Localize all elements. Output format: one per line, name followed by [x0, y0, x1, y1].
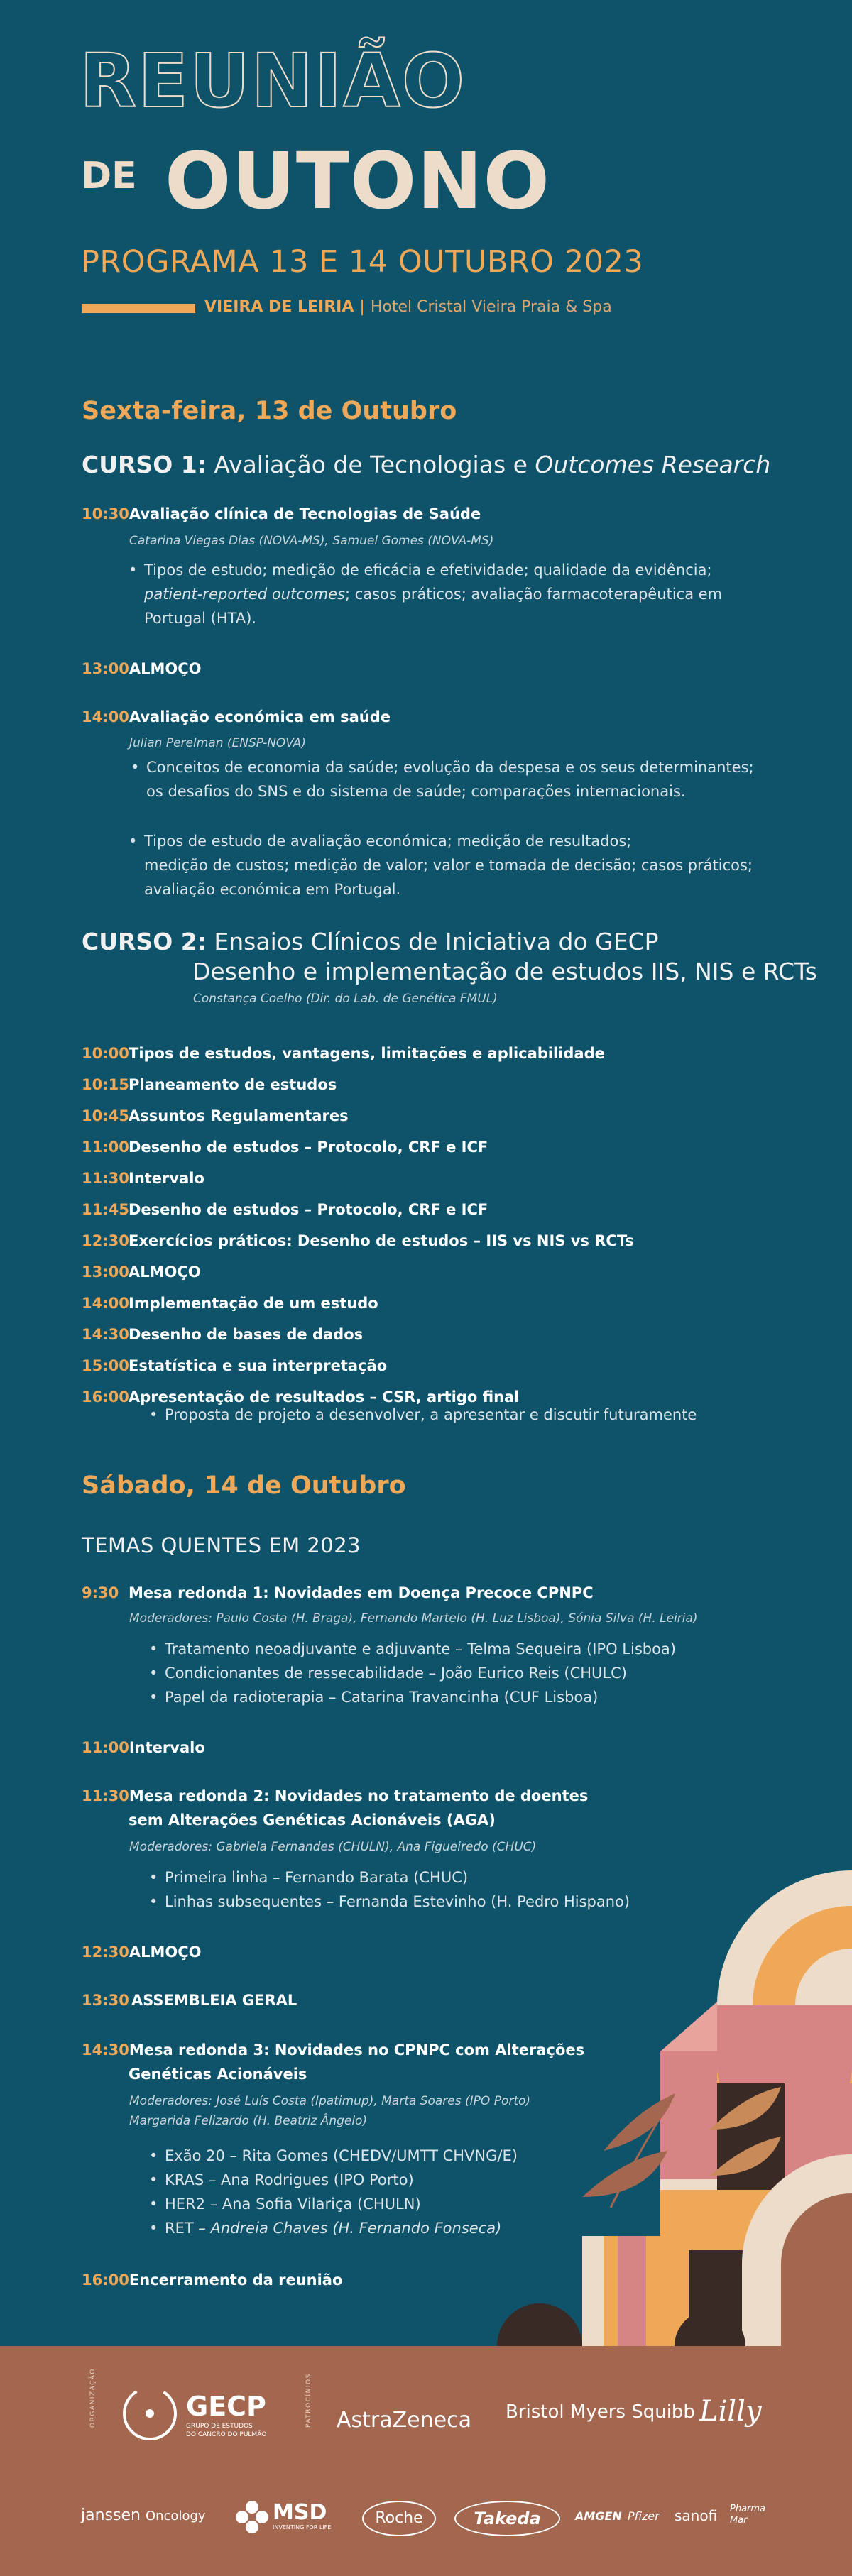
- curso2-schedule: [82, 1038, 813, 1413]
- sponsor-label: PATROCÍNIOS: [305, 2373, 312, 2428]
- schedule-time: 15:00: [82, 1357, 129, 1374]
- schedule-time: 14:30: [82, 1326, 129, 1343]
- saturday-heading: Sábado, 14 de Outubro: [82, 1471, 406, 1500]
- deco-stripe: [582, 2236, 604, 2346]
- talk-item: Exão 20 – Rita Gomes (CHEDV/UMTT CHVNG/E): [165, 2147, 518, 2164]
- schedule-row: [82, 1350, 813, 1381]
- schedule-title: Exercícios práticos: Desenho de estudos – IIS vs NIS vs RCTs: [129, 1232, 634, 1249]
- session-bullet: • Conceitos de economia da saúde; evolução da despesa e os seus determinantes; os desafios do SNS e do sistema de saúde; comparações internacionais.: [131, 759, 754, 801]
- session-time: 13:00: [82, 660, 129, 677]
- session-row: [82, 1582, 813, 1606]
- astrazeneca-logo: AstraZeneca: [337, 2408, 471, 2433]
- session-title: Mesa redonda 3: Novidades no CPNPC com Alterações: [129, 2041, 585, 2059]
- session-title: Avaliação clínica de Tecnologias de Saúde: [129, 505, 481, 522]
- schedule-time: 11:30: [82, 1170, 129, 1187]
- session-time: 9:30: [82, 1584, 119, 1601]
- session-time: 13:30: [82, 1992, 129, 2009]
- schedule-title: Planeamento de estudos: [129, 1076, 337, 1093]
- session-title: Avaliação económica em saúde: [129, 708, 390, 725]
- schedule-row: [82, 1163, 813, 1194]
- schedule-title: Estatística e sua interpretação: [129, 1357, 388, 1374]
- session-time: 11:00: [82, 1739, 129, 1756]
- schedule-row: [82, 1288, 813, 1319]
- bullet-line: Proposta de projeto a desenvolver, a apresentar e discutir futuramente: [165, 1406, 697, 1423]
- lilly-logo: Lilly: [699, 2395, 762, 2428]
- schedule-title: Desenho de estudos – Protocolo, CRF e ICF: [129, 1139, 488, 1156]
- talk-item: KRAS – Ana Rodrigues (IPO Porto): [165, 2171, 414, 2189]
- schedule-row: [82, 1256, 813, 1288]
- curso2-heading: [82, 927, 817, 987]
- gecp-logo-icon: [119, 2383, 180, 2444]
- session-speakers: Julian Perelman (ENSP-NOVA): [129, 736, 307, 750]
- schedule-row: [82, 1131, 813, 1163]
- bullet-line: Tipos de estudo; medição de eficácia e efetividade; qualidade da evidência;: [144, 561, 712, 579]
- talk-list: • Exão 20 – Rita Gomes (CHEDV/UMTT CHVNG/E) KRAS – Ana Rodrigues (IPO Porto) HER2 – Ana Sofia Vilariça (CHULN) RET – Andreia Chaves (H. Fernando Fonseca) • • •: [149, 2147, 518, 2237]
- session-row: [82, 657, 813, 681]
- bullet-line: medição de custos; medição de valor; valor e tomada de decisão; casos práticos;: [144, 857, 753, 875]
- pharmamar-logo: Pharma Mar: [730, 2504, 766, 2526]
- schedule-time: 13:00: [82, 1264, 129, 1281]
- pfizer-logo: Pfizer: [628, 2509, 660, 2523]
- bms-logo: Bristol Myers Squibb: [506, 2401, 695, 2423]
- sponsors-footer: [0, 2346, 852, 2576]
- session-speakers: Catarina Viegas Dias (NOVA-MS), Samuel Gomes (NOVA-MS): [129, 534, 494, 548]
- session-title: ALMOÇO: [129, 1944, 202, 1961]
- curso2-title-a: Ensaios Clínicos de Iniciativa do GECP: [214, 928, 659, 955]
- deco-dark-halfcircle: [497, 2303, 582, 2346]
- bullet-italic: patient-reported outcomes: [144, 586, 345, 603]
- amgen-logo: AMGEN: [575, 2509, 622, 2523]
- talk-item: HER2 – Ana Sofia Vilariça (CHULN): [165, 2196, 421, 2213]
- session-row: [82, 1736, 813, 1760]
- curso2-label: CURSO 2:: [82, 928, 207, 955]
- curso2-coordinator: Constança Coelho (Dir. do Lab. de Genética FMUL): [193, 992, 498, 1006]
- talk-item: Tratamento neoadjuvante e adjuvante – Telma Sequeira (IPO Lisboa): [165, 1640, 676, 1657]
- curso1-label: CURSO 1:: [82, 451, 207, 478]
- talk-list: • Primeira linha – Fernando Barata (CHUC) Linhas subsequentes – Fernanda Estevinho (H. Pedro Hispano) •: [149, 1869, 630, 1911]
- curso1-heading: [82, 450, 770, 480]
- schedule-note: • Proposta de projeto a desenvolver, a apresentar e discutir futuramente: [149, 1406, 697, 1423]
- gecp-subtitle: GRUPO DE ESTUDOS DO CANCRO DO PULMÃO: [186, 2423, 267, 2438]
- roche-logo: Roche: [362, 2501, 436, 2536]
- schedule-row: [82, 1319, 813, 1350]
- schedule-time: 16:00: [82, 1388, 129, 1405]
- schedule-title: Implementação de um estudo: [129, 1295, 378, 1312]
- schedule-title: Apresentação de resultados – CSR, artigo final: [129, 1388, 520, 1405]
- talk-item: Linhas subsequentes – Fernanda Estevinho (H. Pedro Hispano): [165, 1893, 630, 1911]
- curso2-title-b: Desenho e implementação de estudos IIS, NIS e RCTs: [192, 958, 817, 986]
- talk-item: Papel da radioterapia – Catarina Travancinha (CUF Lisboa): [165, 1689, 599, 1706]
- session-title: Intervalo: [129, 1739, 205, 1756]
- janssen-logo: janssen Oncology: [81, 2506, 206, 2524]
- session-title: ALMOÇO: [129, 660, 202, 677]
- session-time: 12:30: [82, 1944, 129, 1961]
- bullet-line: os desafios do SNS e do sistema de saúde; comparações internacionais.: [146, 783, 686, 801]
- gecp-logo: GECP: [186, 2391, 266, 2422]
- session-bullet: • Tipos de estudo de avaliação económica; medição de resultados; medição de custos; medição de valor; valor e tomada de decisão; casos práticos; avaliação económica em Portugal.: [129, 833, 753, 899]
- deco-stripe: [604, 2236, 618, 2346]
- schedule-title: Tipos de estudos, vantagens, limitações e aplicabilidade: [129, 1045, 605, 1062]
- bullet-line: ; casos práticos; avaliação farmacoterapêutica em: [344, 586, 723, 603]
- title-outono: OUTONO: [165, 136, 550, 226]
- session-title: sem Alterações Genéticas Acionáveis (AGA): [129, 1812, 496, 1829]
- schedule-row: [82, 1100, 813, 1131]
- schedule-time: 14:00: [82, 1295, 129, 1312]
- schedule-row: [82, 1069, 813, 1100]
- schedule-time: 12:30: [82, 1232, 129, 1249]
- decorative-geometric-art: [497, 1838, 852, 2346]
- deco-stripe: [618, 2236, 646, 2346]
- location-separator: |: [359, 298, 365, 316]
- deco-pink-block: [660, 2051, 717, 2179]
- schedule-time: 11:45: [82, 1201, 129, 1218]
- session-time: 10:30: [82, 505, 129, 522]
- friday-heading: Sexta-feira, 13 de Outubro: [82, 397, 457, 425]
- session-time: 11:30: [82, 1787, 129, 1804]
- location-bar: [82, 304, 195, 313]
- session-title: Genéticas Acionáveis: [129, 2066, 307, 2083]
- schedule-title: ALMOÇO: [129, 1264, 201, 1281]
- talk-item-italic: Andreia Chaves (H. Fernando Fonseca): [210, 2220, 502, 2237]
- session-time: 16:00: [82, 2271, 129, 2289]
- session-title: Mesa redonda 2: Novidades no tratamento de doentes: [129, 1787, 589, 1804]
- session-time: 14:00: [82, 708, 129, 725]
- schedule-time: 10:45: [82, 1107, 129, 1124]
- session-title-cont: [129, 1809, 626, 1833]
- session-moderators: Moderadores: Paulo Costa (H. Braga), Fernando Martelo (H. Luz Lisboa), Sónia Silva (H. Leiria): [129, 1611, 698, 1626]
- location-city: VIEIRA DE LEIRIA: [204, 298, 354, 316]
- title-de: DE: [81, 155, 137, 197]
- deco-triangle: [660, 2002, 717, 2051]
- session-title: Encerramento da reunião: [129, 2271, 343, 2289]
- curso1-title-b: Outcomes Research: [535, 451, 771, 478]
- session-row: [82, 706, 813, 730]
- schedule-title: Desenho de bases de dados: [129, 1326, 364, 1343]
- temas-heading: TEMAS QUENTES EM 2023: [82, 1533, 361, 1557]
- schedule-title: Assuntos Regulamentares: [129, 1107, 349, 1124]
- msd-logo: MSD: [273, 2500, 327, 2525]
- sanofi-logo: sanofi: [674, 2507, 718, 2524]
- schedule-title: Intervalo: [129, 1170, 204, 1187]
- session-title: ASSEMBLEIA GERAL: [131, 1992, 297, 2009]
- org-label: ORGANIZAÇÃO: [89, 2368, 97, 2428]
- session-title-cont: [129, 2063, 555, 2087]
- takeda-logo: Takeda: [454, 2501, 560, 2536]
- session-title: Mesa redonda 1: Novidades em Doença Precoce CPNPC: [129, 1584, 594, 1601]
- schedule-row: [82, 1038, 813, 1069]
- program-dates: PROGRAMA 13 E 14 OUTUBRO 2023: [81, 244, 644, 280]
- location: [204, 298, 612, 317]
- schedule-row: [82, 1225, 813, 1256]
- moderators-line: Moderadores: José Luís Costa (Ipatimup), Marta Soares (IPO Porto): [129, 2094, 531, 2108]
- bullet-line: Tipos de estudo de avaliação económica; medição de resultados;: [144, 833, 632, 850]
- msd-logo-icon: [236, 2501, 268, 2533]
- bullet-line: avaliação económica em Portugal.: [144, 881, 401, 899]
- schedule-time: 10:00: [82, 1045, 129, 1062]
- schedule-time: 10:15: [82, 1076, 129, 1093]
- location-hotel: Hotel Cristal Vieira Praia & Spa: [370, 298, 612, 316]
- talk-item: Primeira linha – Fernando Barata (CHUC): [165, 1869, 469, 1886]
- session-bullet: • Tipos de estudo; medição de eficácia e efetividade; qualidade da evidência; patient-reported outcomes; casos práticos; avaliação farmacoterapêutica em Portugal (HTA).: [129, 561, 723, 627]
- session-time: 14:30: [82, 2041, 129, 2059]
- curso1-title-a: Avaliação de Tecnologias e: [214, 451, 535, 478]
- bullet-line: Portugal (HTA).: [144, 610, 257, 627]
- session-row: [82, 503, 813, 527]
- bullet-line: Conceitos de economia da saúde; evolução da despesa e os seus determinantes;: [146, 759, 754, 776]
- talk-item: Condicionantes de ressecabilidade – João Eurico Reis (CHULC): [165, 1665, 627, 1682]
- title-reuniao: REUNIÃO: [80, 38, 466, 124]
- msd-subtitle: INVENTING FOR LIFE: [273, 2524, 332, 2531]
- talk-list: • Tratamento neoadjuvante e adjuvante – Telma Sequeira (IPO Lisboa) Condicionantes de ressecabilidade – João Eurico Reis (CHULC) Papel da radioterapia – Catarina Travancinha (CUF Lisboa) • •: [149, 1640, 676, 1706]
- session-row: [82, 1785, 813, 1809]
- schedule-title: Desenho de estudos – Protocolo, CRF e ICF: [129, 1201, 488, 1218]
- moderators-line: Margarida Felizardo (H. Beatriz Ângelo): [129, 2114, 368, 2129]
- schedule-row: [82, 1194, 813, 1225]
- talk-item: RET –: [165, 2220, 211, 2237]
- session-moderators: Moderadores: Gabriela Fernandes (CHULN), Ana Figueiredo (CHUC): [129, 1840, 537, 1854]
- leaf-icon: [582, 2151, 667, 2197]
- schedule-time: 11:00: [82, 1139, 129, 1156]
